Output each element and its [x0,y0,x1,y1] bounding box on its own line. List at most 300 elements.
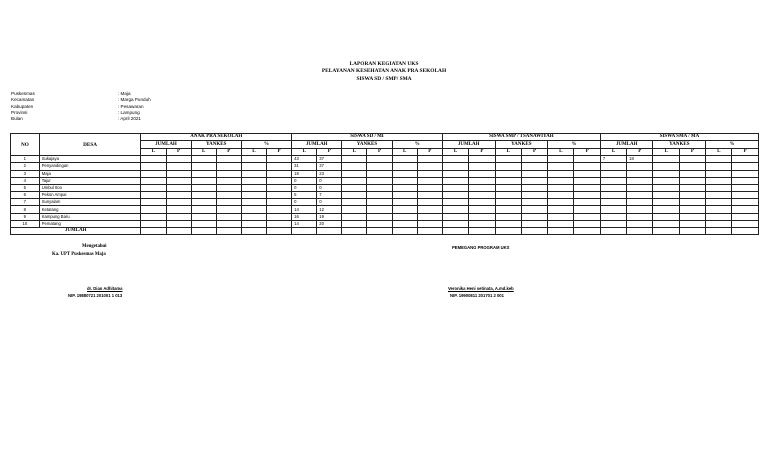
table-row [11,220,759,227]
gender-header-l: L [495,148,521,155]
cell-pra-pct-l [241,177,266,184]
row-no: 2 [11,163,40,170]
cell-sma-jumlah-p [627,206,653,213]
cell-smp-jumlah-l [442,156,468,163]
info-value: : Pesawaran [118,103,144,109]
cell-sma-pct-p [732,192,759,199]
cell-pra-pct-p [266,220,291,227]
cell-pra-jumlah-p [166,184,191,191]
cell-sd-pct-l [392,220,417,227]
total-cell [292,228,317,235]
cell-sd-pct-l [392,184,417,191]
info-label: Kecamatan [11,97,35,103]
row-no: 3 [11,170,40,177]
cell-sma-pct-p [732,163,759,170]
cell-sd-pct-l [392,199,417,206]
pemegang-nip: NIP. 19900811 201701 2 001 [450,293,504,298]
cell-pra-jumlah-p [166,220,191,227]
cell-sma-jumlah-l [600,163,626,170]
cell-pra-pct-l [241,206,266,213]
info-value: : Marga Punduh [118,97,151,103]
row-desa: Pematang [39,220,141,227]
cell-pra-pct-l [241,199,266,206]
cell-pra-jumlah-l [141,220,166,227]
report-subtitle-levels: SISWA SD / SMP/ SMA [356,76,412,82]
cell-pra-yankes-l [191,177,216,184]
cell-sd-pct-l [392,177,417,184]
cell-smp-yankes-p [521,184,547,191]
row-no: 4 [11,177,40,184]
gender-header-p: P [266,148,291,155]
report-title: LAPORAN KEGIATAN UKS [349,61,419,67]
gender-header-l: L [600,148,626,155]
cell-smp-jumlah-p [469,184,495,191]
cell-sd-pct-p [417,177,442,184]
row-desa: Maja [39,170,141,177]
cell-smp-pct-l [548,206,574,213]
total-cell [653,228,679,235]
cell-sma-pct-l [706,192,732,199]
cell-sd-pct-p [417,184,442,191]
sub-header-percent: % [392,141,442,148]
gender-header-l: L [191,148,216,155]
gender-header-l: L [442,148,468,155]
cell-sd-yankes-l [342,220,367,227]
cell-sma-pct-p [732,220,759,227]
gender-header-p: P [521,148,547,155]
cell-sma-yankes-p [679,220,705,227]
cell-pra-pct-p [266,163,291,170]
cell-sd-jumlah-l: 5 [292,192,317,199]
cell-sma-pct-p [732,156,759,163]
cell-smp-jumlah-l [442,170,468,177]
cell-pra-yankes-p [216,199,241,206]
cell-pra-jumlah-l [141,177,166,184]
cell-sd-jumlah-l: 14 [292,220,317,227]
total-cell [548,228,574,235]
cell-sma-yankes-p [679,184,705,191]
cell-sma-pct-p [732,199,759,206]
cell-sma-jumlah-l [600,220,626,227]
cell-sd-pct-p [417,220,442,227]
table-row [11,206,759,213]
cell-sd-jumlah-p: 37 [317,163,342,170]
cell-smp-pct-l [548,177,574,184]
cell-sma-pct-p [732,206,759,213]
sub-header-yankes: YANKES [342,141,392,148]
cell-smp-pct-p [574,184,600,191]
cell-smp-yankes-l [495,206,521,213]
cell-sma-pct-l [706,177,732,184]
row-desa: Kampung Baru [39,213,141,220]
cell-sma-pct-l [706,184,732,191]
cell-smp-yankes-l [495,156,521,163]
cell-sd-jumlah-p: 7 [317,192,342,199]
cell-pra-yankes-p [216,220,241,227]
cell-sd-jumlah-l: 31 [292,163,317,170]
cell-sma-yankes-p [679,163,705,170]
cell-sma-yankes-l [653,199,679,206]
cell-sd-jumlah-p: 37 [317,156,342,163]
cell-sd-jumlah-p: 0 [317,199,342,206]
cell-pra-yankes-l [191,156,216,163]
info-value: : Lampung [118,109,140,115]
total-cell [600,228,626,235]
total-cell [317,228,342,235]
sub-header-jumlah: JUMLAH [141,141,191,148]
cell-sma-pct-l [706,156,732,163]
info-label: Puskesmas [11,91,35,96]
cell-pra-pct-p [266,170,291,177]
cell-sma-jumlah-p: 18 [627,156,653,163]
total-cell [679,228,705,235]
cell-smp-pct-p [574,206,600,213]
col-no-header: NO [11,134,40,156]
row-desa: Ketatang [39,206,141,213]
cell-sma-pct-l [706,170,732,177]
cell-sma-jumlah-l [600,170,626,177]
cell-sd-jumlah-l: 18 [292,170,317,177]
cell-sd-pct-l [392,170,417,177]
cell-smp-yankes-l [495,163,521,170]
cell-sd-pct-l [392,206,417,213]
cell-pra-jumlah-l [141,163,166,170]
cell-pra-jumlah-p [166,192,191,199]
cell-sd-yankes-l [342,192,367,199]
cell-sma-jumlah-p [627,213,653,220]
cell-smp-pct-l [548,163,574,170]
cell-pra-jumlah-p [166,213,191,220]
cell-pra-yankes-l [191,184,216,191]
cell-sma-pct-l [706,213,732,220]
cell-pra-pct-l [241,213,266,220]
cell-smp-jumlah-l [442,163,468,170]
row-no: 8 [11,206,40,213]
cell-sd-yankes-p [367,213,392,220]
info-value: : Maja [118,91,131,96]
gender-header-p: P [417,148,442,155]
cell-sma-jumlah-l [600,213,626,220]
cell-pra-yankes-l [191,199,216,206]
cell-smp-pct-p [574,192,600,199]
cell-smp-yankes-l [495,199,521,206]
row-no: 1 [11,156,40,163]
report-table-body [11,156,759,235]
total-cell [574,228,600,235]
gender-header-p: P [317,148,342,155]
cell-sma-jumlah-l [600,199,626,206]
cell-sd-pct-p [417,192,442,199]
cell-pra-jumlah-l [141,213,166,220]
table-row [11,156,759,163]
cell-sma-yankes-p [679,199,705,206]
cell-smp-pct-l [548,199,574,206]
cell-pra-yankes-l [191,220,216,227]
cell-sd-jumlah-p: 23 [317,170,342,177]
cell-smp-yankes-p [521,192,547,199]
cell-sd-yankes-p [367,220,392,227]
col-desa-header: DESA [39,134,141,156]
cell-sma-yankes-l [653,170,679,177]
cell-sd-jumlah-l: 14 [292,206,317,213]
cell-smp-jumlah-p [469,206,495,213]
cell-sd-yankes-l [342,170,367,177]
cell-sd-jumlah-l: 16 [292,213,317,220]
cell-pra-jumlah-l [141,192,166,199]
row-no: 5 [11,184,40,191]
info-label: Bulan [11,116,23,122]
cell-sma-jumlah-p [627,177,653,184]
cell-sd-yankes-p [367,163,392,170]
cell-smp-pct-p [574,213,600,220]
cell-sma-pct-l [706,199,732,206]
cell-pra-pct-p [266,199,291,206]
cell-pra-jumlah-l [141,170,166,177]
cell-sma-yankes-p [679,213,705,220]
gender-header-p: P [627,148,653,155]
cell-smp-pct-p [574,156,600,163]
cell-pra-yankes-p [216,177,241,184]
row-desa: Sunyalam [39,199,141,206]
cell-smp-pct-p [574,170,600,177]
cell-sd-pct-p [417,206,442,213]
gender-header-p: P [216,148,241,155]
info-label: Kabupaten [11,103,34,109]
cell-smp-jumlah-p [469,220,495,227]
cell-pra-pct-p [266,213,291,220]
cell-sma-jumlah-l [600,184,626,191]
cell-sma-yankes-p [679,177,705,184]
cell-sd-pct-l [392,156,417,163]
cell-sma-yankes-l [653,163,679,170]
cell-smp-yankes-p [521,163,547,170]
total-cell [141,228,166,235]
row-desa: Tajur [39,177,141,184]
cell-sd-yankes-p [367,170,392,177]
row-no: 10 [11,220,40,227]
report-table [10,133,759,235]
cell-pra-jumlah-l [141,199,166,206]
kepala-title: Ka. UPT Puskesmas Maja [52,252,106,257]
row-desa: Penyandingan [39,163,141,170]
cell-sma-jumlah-l [600,192,626,199]
table-row [11,163,759,170]
cell-sd-yankes-l [342,199,367,206]
pemegang-name: Veronika Heni setinata, A.md.keb [448,286,514,291]
total-cell [706,228,732,235]
table-row [11,213,759,220]
cell-pra-pct-l [241,163,266,170]
cell-smp-yankes-p [521,206,547,213]
cell-sd-yankes-p [367,184,392,191]
cell-pra-pct-p [266,177,291,184]
cell-smp-jumlah-p [469,163,495,170]
sub-header-yankes: YANKES [653,141,706,148]
cell-pra-yankes-l [191,213,216,220]
cell-sd-jumlah-l: 0 [292,199,317,206]
cell-sma-yankes-p [679,192,705,199]
cell-smp-jumlah-l [442,220,468,227]
cell-smp-yankes-l [495,170,521,177]
cell-sd-jumlah-l: 0 [292,177,317,184]
cell-pra-jumlah-p [166,170,191,177]
cell-sd-yankes-p [367,206,392,213]
cell-sd-yankes-p [367,156,392,163]
cell-smp-yankes-p [521,177,547,184]
cell-smp-jumlah-p [469,192,495,199]
cell-smp-pct-l [548,184,574,191]
cell-smp-jumlah-p [469,156,495,163]
gender-header-l: L [141,148,166,155]
kepala-nip: NIP. 19880721 201001 1 013 [68,293,123,298]
cell-sma-pct-l [706,206,732,213]
gender-header-l: L [548,148,574,155]
cell-sma-jumlah-l [600,177,626,184]
sub-header-jumlah: JUMLAH [292,141,342,148]
cell-pra-yankes-p [216,170,241,177]
cell-pra-pct-l [241,220,266,227]
cell-smp-yankes-p [521,220,547,227]
sub-header-yankes: YANKES [191,141,241,148]
cell-sma-yankes-p [679,170,705,177]
cell-smp-yankes-l [495,220,521,227]
cell-pra-yankes-p [216,156,241,163]
cell-smp-yankes-l [495,184,521,191]
cell-pra-jumlah-l [141,206,166,213]
gender-header-p: P [574,148,600,155]
cell-pra-jumlah-p [166,163,191,170]
cell-sd-jumlah-p: 0 [317,177,342,184]
cell-pra-yankes-p [216,163,241,170]
cell-sd-pct-p [417,156,442,163]
cell-pra-pct-l [241,170,266,177]
cell-pra-jumlah-l [141,156,166,163]
cell-sma-yankes-l [653,184,679,191]
cell-sd-jumlah-p: 12 [317,206,342,213]
sub-header-percent: % [706,141,759,148]
cell-pra-jumlah-p [166,206,191,213]
cell-sd-yankes-l [342,177,367,184]
cell-sd-jumlah-l: 43 [292,156,317,163]
cell-sma-jumlah-l: 7 [600,156,626,163]
cell-sd-yankes-p [367,192,392,199]
gender-header-l: L [241,148,266,155]
cell-smp-pct-l [548,170,574,177]
cell-pra-yankes-p [216,184,241,191]
cell-smp-yankes-p [521,170,547,177]
group-header-pra-sekolah: ANAK PRA SEKOLAH [141,134,292,141]
cell-smp-jumlah-l [442,213,468,220]
cell-sma-yankes-l [653,220,679,227]
cell-pra-pct-l [241,156,266,163]
cell-smp-yankes-l [495,213,521,220]
kepala-name: dr. Dian Adhitama [87,286,123,291]
mengetahui-label: Mengetahui [82,244,107,249]
row-no: 7 [11,199,40,206]
cell-sd-yankes-p [367,177,392,184]
cell-sma-jumlah-p [627,199,653,206]
total-cell [495,228,521,235]
cell-sma-jumlah-p [627,192,653,199]
cell-pra-jumlah-p [166,156,191,163]
table-row [11,184,759,191]
cell-smp-jumlah-l [442,206,468,213]
cell-pra-pct-p [266,206,291,213]
cell-smp-pct-p [574,163,600,170]
cell-sma-yankes-l [653,156,679,163]
cell-sd-pct-p [417,163,442,170]
total-cell [442,228,468,235]
gender-header-p: P [732,148,759,155]
total-label: JUMLAH [11,228,141,235]
cell-pra-yankes-l [191,170,216,177]
cell-sma-pct-l [706,163,732,170]
cell-sma-yankes-l [653,213,679,220]
cell-smp-jumlah-p [469,213,495,220]
sub-header-percent: % [548,141,601,148]
total-cell [417,228,442,235]
cell-smp-pct-l [548,213,574,220]
cell-pra-yankes-p [216,206,241,213]
gender-header-l: L [342,148,367,155]
cell-sd-jumlah-p: 20 [317,220,342,227]
cell-smp-yankes-l [495,192,521,199]
cell-sma-pct-p [732,213,759,220]
cell-smp-pct-l [548,192,574,199]
cell-sma-yankes-l [653,192,679,199]
total-cell [241,228,266,235]
cell-smp-pct-p [574,220,600,227]
cell-sma-pct-p [732,177,759,184]
sub-header-jumlah: JUMLAH [442,141,495,148]
report-subtitle: PELAYANAN KESEHATAN ANAK PRA SEKOLAH [321,68,447,74]
cell-sd-pct-l [392,213,417,220]
total-cell [521,228,547,235]
total-cell [732,228,759,235]
gender-header-l: L [392,148,417,155]
cell-sd-jumlah-l: 0 [292,184,317,191]
cell-pra-pct-l [241,184,266,191]
cell-smp-yankes-p [521,156,547,163]
cell-sd-pct-p [417,170,442,177]
cell-smp-pct-l [548,156,574,163]
cell-smp-jumlah-l [442,192,468,199]
total-cell [392,228,417,235]
cell-sd-yankes-l [342,213,367,220]
total-cell [266,228,291,235]
cell-sma-yankes-l [653,177,679,184]
report-info-block [11,91,151,122]
cell-sd-pct-p [417,199,442,206]
gender-header-p: P [679,148,705,155]
cell-smp-yankes-p [521,213,547,220]
gender-header-l: L [292,148,317,155]
cell-smp-jumlah-l [442,199,468,206]
cell-sma-jumlah-p [627,170,653,177]
pemegang-program-title: PEMEGANG PROGRAM UKS [452,245,510,250]
table-row [11,192,759,199]
cell-pra-yankes-l [191,163,216,170]
gender-header-p: P [469,148,495,155]
cell-sma-jumlah-l [600,206,626,213]
cell-pra-pct-p [266,156,291,163]
info-label: Provinsi [11,109,28,115]
cell-pra-yankes-l [191,192,216,199]
cell-pra-pct-p [266,192,291,199]
gender-header-p: P [166,148,191,155]
table-row [11,199,759,206]
cell-pra-pct-p [266,184,291,191]
